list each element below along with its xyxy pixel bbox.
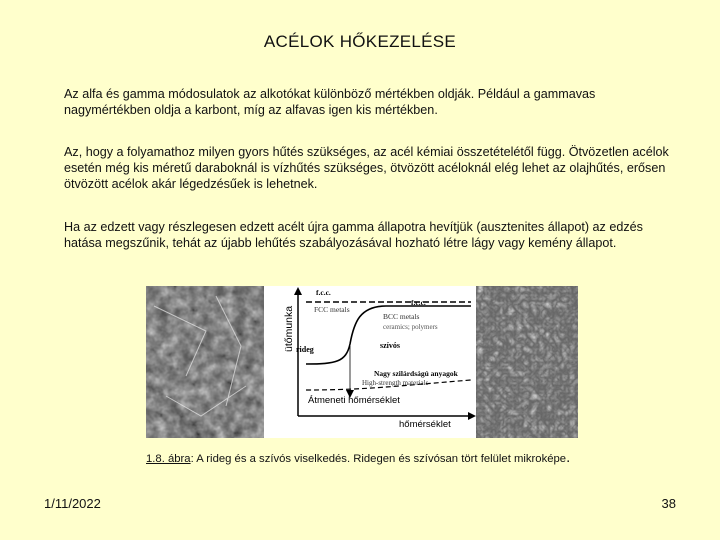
footer-date: 1/11/2022 xyxy=(44,496,101,511)
x-axis-label: hőmérséklet xyxy=(399,419,451,430)
paragraph-2: Az, hogy a folyamathoz milyen gyors hűtés szükséges, az acél kémiai összetételétől függ. Ötvözetlen acélok esetén még kis méretű daraboknál is vízhűtés szükséges, ötvözött acéloknál elég lehet az olajhűtés, erősen ötvözött acélok akár légedzésűek is lehetnek. xyxy=(64,145,669,191)
fcc-metals-label: FCC metals xyxy=(314,305,350,314)
impact-energy-diagram xyxy=(264,286,476,438)
paragraph-3: Ha az edzett vagy részlegesen edzett acélt újra gamma állapotra hevítjük (ausztenites állapot) az edzés hatása megszűnik, tehát az újabb lehűtés szabályozásával hozható létre lágy vagy kemény állapot. xyxy=(64,220,643,250)
caption-period: . xyxy=(566,449,571,466)
transition-temperature-label: Átmeneti hőmérséklet xyxy=(308,395,400,406)
brittle-label: rideg xyxy=(296,345,314,354)
page-number: 38 xyxy=(661,496,676,511)
high-strength-label-en: High-strength materials xyxy=(362,379,429,387)
paragraph-1: Az alfa és gamma módosulatok az alkotókat különböző mértékben oldják. Például a gammavas nagymértékben oldja a karbont, míg az alfavas igen kis mértékben. xyxy=(64,87,596,117)
ductile-fracture-micrograph xyxy=(476,286,578,438)
y-axis-label: ütőmunka xyxy=(283,305,295,352)
ceramics-polymers-label: ceramics; polymers xyxy=(383,323,438,331)
fcc-label-right: f.c.c. xyxy=(411,298,426,307)
figure-reference: 1.8. ábra xyxy=(146,453,191,465)
figure-caption xyxy=(146,449,570,466)
brittle-fracture-micrograph xyxy=(146,286,264,438)
ductile-brittle-figure xyxy=(146,286,578,438)
ductile-label: szívós xyxy=(380,341,400,350)
slide-title: ACÉLOK HŐKEZELÉSE xyxy=(263,32,457,51)
fcc-label-left: f.c.c. xyxy=(316,288,331,297)
caption-text: : A rideg és a szívós viselkedés. Ridegen és szívósan tört felület mikroképe xyxy=(190,453,567,465)
bcc-metals-label: BCC metals xyxy=(383,312,420,321)
high-strength-label-hu: Nagy szilárdságú anyagok xyxy=(374,369,458,378)
